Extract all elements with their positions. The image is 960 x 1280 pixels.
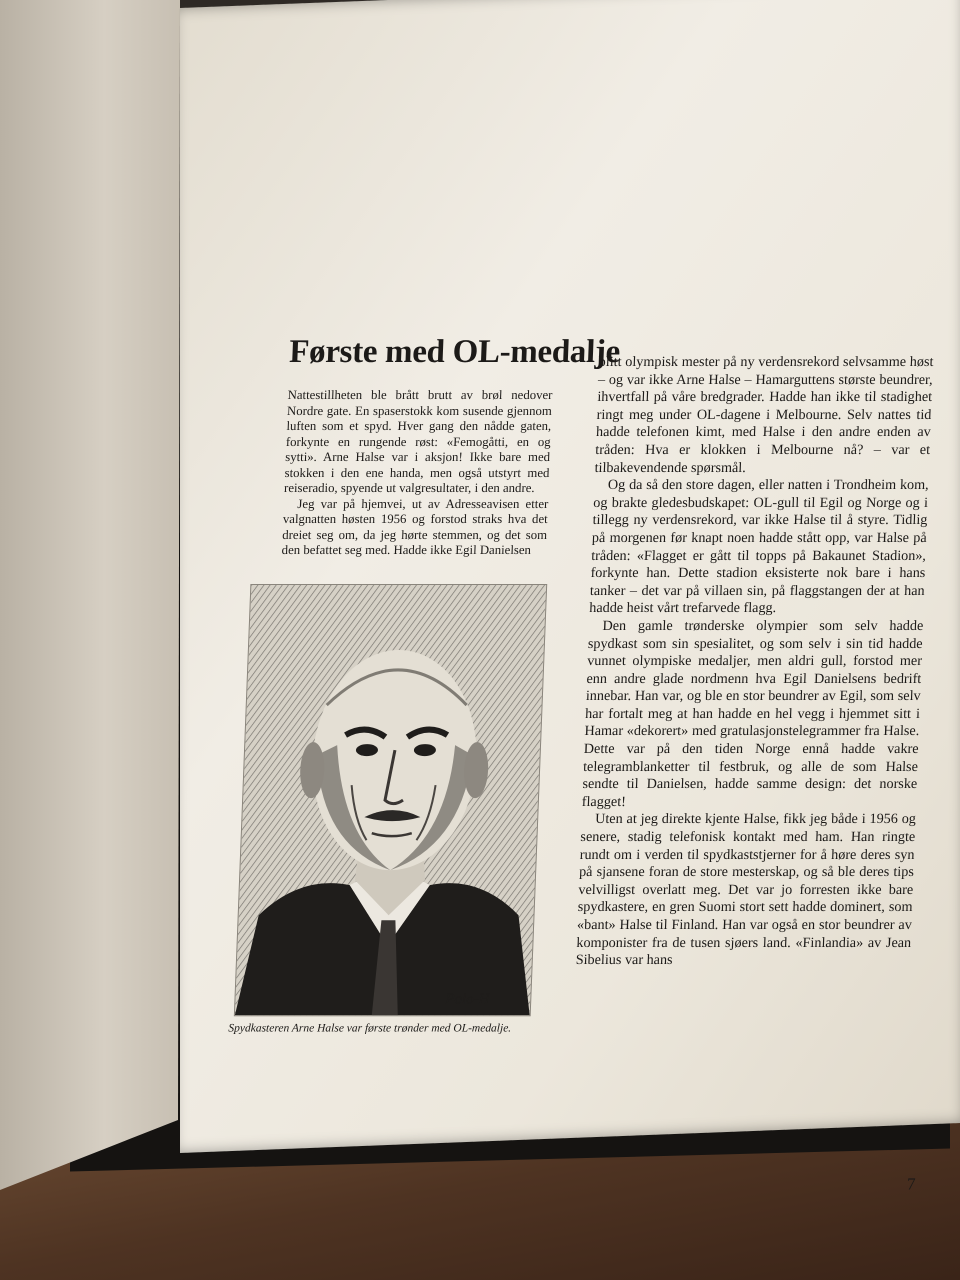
paragraph: Den gamle trønderske olympier som selv hadde spydkast som sin spesialitet, og som selv i sin tid hadde vunnet olympiske medaljer, men aldri gull, forstod mer enn andre glade nordmenn hva Egil Danielsens bedrift innebar. Han var, og ble en stor beundrer av Egil, som selv har fortalt meg at han hadde en hel vegg i hjemmet sitt i Hamar «dekorert» med gratulasjonstelegrammer fra Halse. Dette var på den tiden Norge ennå hadde vakre telegramblanketter til festbruk, og alle de som Halse sendte til Danielsen, hadde samme design: det norske flagget! (581, 617, 924, 810)
paragraph: Uten at jeg direkte kjente Halse, fikk jeg både i 1956 og senere, stadig telefonisk kontakt med ham. Han ringte rundt om i verden til spydkaststjerner for å høre deres syn på sjansene foran de store mesterskap, og så ble deres tips velvilligst overlatt meg. Det var jo forresten ikke bare spydkastere, en gren Suomi stort sett hadde dominert, som «bant» Halse til Finland. Han var også en stor beundrer av komponister fra de tusen sjøers land. «Finlandia» av Jean Sibelius var hans (575, 811, 917, 969)
page-number: 7 (906, 1174, 916, 1194)
right-column (575, 354, 933, 970)
paragraph: blitt olympisk mester på ny verdensrekord selvsamme høst – og var ikke Arne Halse – Hamarguttens største beundrer, ihvertfall på våre bredgrader. Hadde han ikke til stadighet ringt meg under OL-dagene i Melbourne. Selv nattes tid hadde telefonen kimt, med Halse i den andre enden av tråden: Hva er klokken i Melbourne nå? – var et tilbakevendende spørsmål. (594, 353, 934, 476)
portrait-caption: Spydkasteren Arne Halse var første trønder med OL-medalje. (228, 1022, 512, 1035)
paragraph: Jeg var på hjemvei, ut av Adresseavisen etter valgnatten høsten 1956 og forstod straks hva det dreiet seg om, da jeg hørte stemmen, og det som den befattet seg med. Hadde ikke Egil Danielsen (281, 496, 549, 557)
article-title: Første med OL-medalje (288, 333, 621, 370)
book-page (180, 0, 960, 1194)
left-column (281, 388, 552, 559)
paragraph: Og da så den store dagen, eller natten i Trondheim kom, og brakte gledesbudskapet: OL-gull til Egil og Norge og i tillegg ny verdensrekord, var ikke Halse til å styre. Tidlig på morgenen før knapt noen hadde stått opp, var Halse på tråden: «Flagget er gått til topps på Bakaunet Stadion», forkynte han. Dette stadion eksisterte nok bare i hans tanker – det var på villaen sin, på flaggstangen der at han hadde heist vårt trefarvede flagg. (588, 477, 930, 617)
page-content (228, 333, 960, 1195)
portrait-signature: Polo-H (445, 991, 490, 1008)
portrait-drawing (234, 584, 547, 1016)
paragraph: Nattestillheten ble brått brutt av brøl nedover Nordre gate. En spaserstokk kom susende gjennom luften som et spyd. Hver gang den nådde gaten, forkynte en rungende røst: «Femogåtti, en og sytti». Arne Halse var i aksjon! Ikke bare med stokken i den ene handa, men også utstyrt med reiseradio, spyende ut valgresultater, i den andre. (283, 387, 553, 495)
left-page (0, 0, 190, 1190)
